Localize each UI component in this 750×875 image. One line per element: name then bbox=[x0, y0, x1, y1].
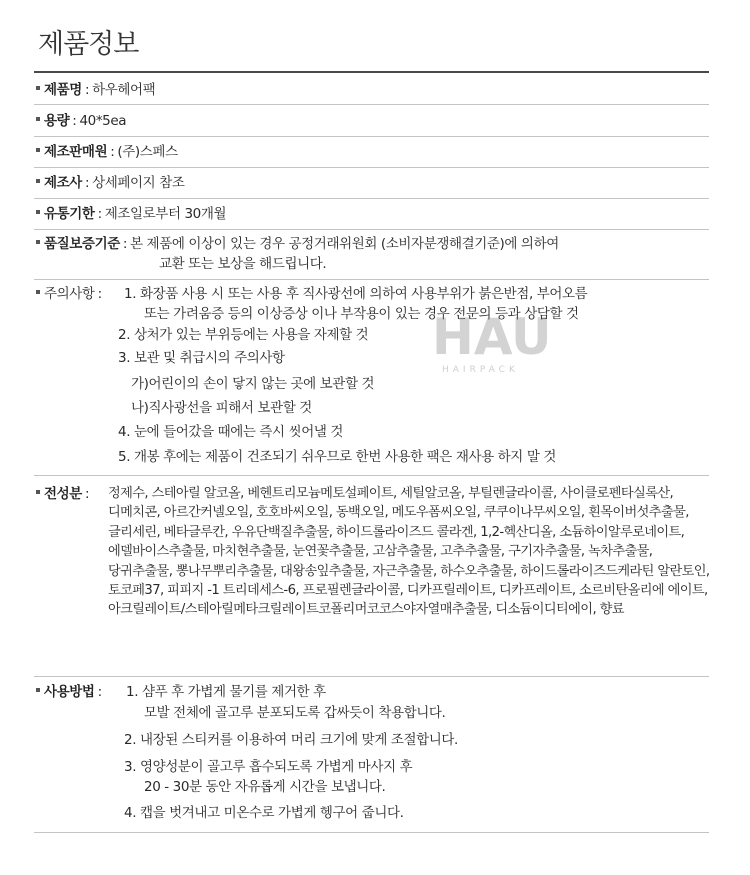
usage-label: 사용방법 bbox=[44, 684, 95, 700]
caution-item: 1. 화장품 사용 시 또는 사용 후 직사광선에 의하여 사용부위가 붉은반점, 부어오름 bbox=[124, 286, 588, 302]
bullet-icon bbox=[36, 240, 40, 244]
bullet-icon bbox=[36, 117, 40, 121]
divider bbox=[34, 104, 709, 105]
field-label: 용량 bbox=[44, 113, 70, 129]
title-divider bbox=[34, 71, 709, 73]
usage-step: 3. 영양성분이 골고루 흡수되도록 가볍게 마사지 후 bbox=[124, 759, 413, 775]
bullet-icon bbox=[36, 179, 40, 183]
field-value: 상세페이지 참조 bbox=[92, 175, 185, 191]
field-manufacturer: 제조사 : 상세페이지 참조 bbox=[36, 173, 708, 193]
field-value-continued: 교환 또는 보상을 해드립니다. bbox=[159, 256, 327, 272]
field-label: 제조사 bbox=[44, 175, 82, 191]
field-seller: 제조판매원 : (주)스페스 bbox=[36, 142, 708, 162]
divider bbox=[34, 475, 709, 476]
caution-label-line: 주의사항 : bbox=[36, 284, 105, 304]
field-expiry: 유통기한 : 제조일로부터 30개월 bbox=[36, 204, 708, 224]
bullet-icon bbox=[36, 86, 40, 90]
field-quality-guarantee: 품질보증기준 : 본 제품에 이상이 있는 경우 공정거래위원회 (소비자분쟁해결기준)에 의하여 bbox=[36, 234, 708, 254]
ingredients-text: 정제수, 스테아릴 알코올, 베헨트리모늄메토설페이트, 세틸알코올, 부틸렌글라이콜, 사이클로펜타실록산, 디메치콘, 아르간커넬오일, 호호바씨오일, 동백오일, 메도우폼씨오일, 쿠쿠이나무씨오일, 흰목이버섯추출물, 글리세린, 베타글루칸, 우유단백질추출물, 하이드롤라이즈드 콜라겐, 1,2-헥산디올, 소듐하이알루로네이트, 에델바이스추출물, 마치현추출물, 눈연꽃추출물, 고삼추출물, 고추추출물, 구기자추출물, 녹차추출물, 당귀추출물, 뽕나무뿌리추출물, 대왕송잎추출물, 자근추출물, 하수오추출물, 하이드롤라이즈드케라틴 알란토인, 토코페37, 피피지 -1 트리데세스-6, 프로필렌글라이콜, 디카프릴레이트, 디카프레이트, 소르비탄올리에 에이트, 아크릴레이트/스테아릴메타크릴레이트코폴리머코코스야자열매추출물, 디소듐이디티에이, 향료 bbox=[108, 486, 710, 618]
divider bbox=[34, 676, 709, 677]
field-label: 유통기한 bbox=[44, 206, 95, 222]
field-value: 제조일로부터 30개월 bbox=[104, 206, 227, 222]
divider bbox=[34, 832, 709, 833]
bullet-icon bbox=[36, 210, 40, 214]
field-label: 제품명 bbox=[44, 82, 82, 98]
watermark-sub: HAIRPACK bbox=[442, 365, 519, 375]
caution-label: 주의사항 bbox=[44, 286, 95, 302]
bullet-icon bbox=[36, 688, 40, 692]
usage-step: 20 - 30분 동안 자유롭게 시간을 보냅니다. bbox=[144, 779, 386, 795]
watermark-main: HAU bbox=[432, 308, 552, 366]
usage-step: 4. 캡을 벗겨내고 미온수로 가볍게 헹구어 줍니다. bbox=[124, 805, 404, 821]
usage-step: 1. 샴푸 후 가볍게 물기를 제거한 후 bbox=[126, 684, 326, 700]
divider bbox=[34, 198, 709, 199]
field-label: 품질보증기준 bbox=[44, 236, 120, 252]
field-value: 40*5ea bbox=[79, 113, 127, 129]
bullet-icon bbox=[36, 148, 40, 152]
caution-item: 또는 가려움증 등의 이상증상 이나 부작용이 있는 경우 전문의 등과 상담할 것 bbox=[144, 306, 579, 322]
field-value: 하우헤어팩 bbox=[92, 82, 156, 98]
field-value: 본 제품에 이상이 있는 경우 공정거래위원회 (소비자분쟁해결기준)에 의하여 bbox=[130, 236, 559, 252]
caution-item: 3. 보관 및 취급시의 주의사항 bbox=[118, 350, 285, 366]
bullet-icon bbox=[36, 490, 40, 494]
field-volume: 용량 : 40*5ea bbox=[36, 111, 708, 131]
caution-item: 2. 상처가 있는 부위등에는 사용을 자제할 것 bbox=[118, 327, 369, 343]
divider bbox=[34, 136, 709, 137]
divider bbox=[34, 229, 709, 230]
field-value: (주)스페스 bbox=[117, 144, 178, 160]
field-product-name: 제품명 : 하우헤어팩 bbox=[36, 80, 708, 100]
caution-item: 나)직사광선을 피해서 보관할 것 bbox=[131, 400, 312, 416]
usage-label-line: 사용방법 : bbox=[36, 682, 105, 702]
caution-item: 가)어린이의 손이 닿지 않는 곳에 보관할 것 bbox=[131, 376, 375, 392]
divider bbox=[34, 167, 709, 168]
caution-item: 5. 개봉 후에는 제품이 건조되기 쉬우므로 한번 사용한 팩은 재사용 하지 말 것 bbox=[118, 449, 557, 465]
bullet-icon bbox=[36, 290, 40, 294]
caution-item: 4. 눈에 들어갔을 때에는 즉시 씻어낼 것 bbox=[118, 424, 344, 440]
page-title: 제품정보 bbox=[38, 29, 139, 60]
ingredients-label: 전성분 bbox=[44, 486, 82, 502]
usage-step: 2. 내장된 스티커를 이용하여 머리 크기에 맞게 조절합니다. bbox=[124, 732, 458, 748]
usage-step: 모발 전체에 골고루 분포되도록 갑싸듯이 착용합니다. bbox=[144, 705, 446, 721]
ingredients-label-line: 전성분 : bbox=[36, 484, 116, 504]
divider bbox=[34, 279, 709, 280]
field-label: 제조판매원 bbox=[44, 144, 108, 160]
